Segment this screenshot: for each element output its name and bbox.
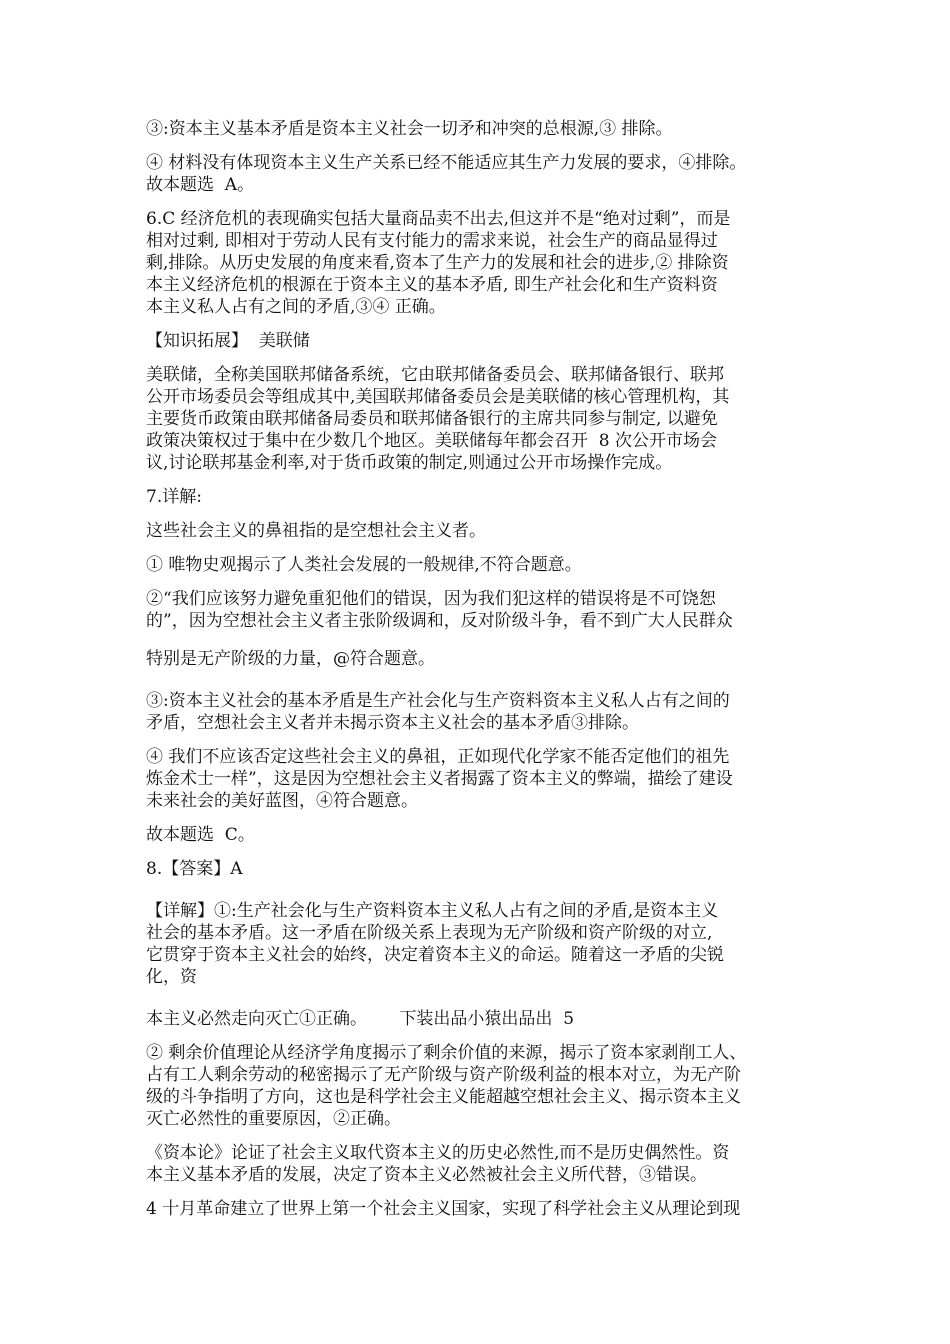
text-line: 相对过剩, 即相对于劳动人民有支付能力的需求来说，社会生产的商品显得过	[146, 231, 718, 251]
text-line: 本主义经济危机的根源在于资本主义的基本矛盾, 即生产社会化和生产资料资	[146, 275, 718, 295]
text-line: 【知识拓展】 美联储	[146, 331, 310, 351]
text-line: 7.详解:	[146, 487, 202, 507]
text-line: 未来社会的美好蓝图，④符合题意。	[146, 791, 418, 811]
knowledge-extension-heading	[146, 330, 818, 352]
text-line: 议,讨论联邦基金利率,对于货币政策的制定,则通过公开市场操作完成。	[146, 453, 673, 473]
text-line: 故本题选 A。	[146, 175, 255, 195]
paragraph-3-analysis	[146, 118, 818, 140]
text-line: 特别是无产阶级的力量，@符合题意。	[146, 649, 435, 669]
text-line: 故本题选 C。	[146, 825, 255, 845]
answer-8-heading	[146, 858, 818, 880]
text-line: 政策决策权过于集中在少数几个地区。美联储每年都会召开 8 次公开市场会	[146, 431, 718, 451]
document-page	[146, 118, 818, 1232]
paragraph-4-analysis	[146, 152, 818, 196]
text-line: 它贯穿于资本主义社会的始终，决定着资本主义的命运。随着这一矛盾的尖锐	[146, 945, 724, 965]
text-line: 8.【答案】A	[146, 859, 243, 879]
answer-8-detail-cont	[146, 1008, 818, 1030]
text-line: 【详解】①:生产社会化与生产资料资本主义私人占有之间的矛盾,是资本主义	[146, 901, 719, 921]
answer-7-point-2-cont	[146, 648, 818, 670]
text-line: ④ 材料没有体现资本主义生产关系已经不能适应其生产力发展的要求，④排除。	[146, 153, 747, 173]
answer-8-point-2	[146, 1042, 818, 1130]
answer-7-heading	[146, 486, 818, 508]
text-line: ③:资本主义社会的基本矛盾是生产社会化与生产资料资本主义私人占有之间的	[146, 691, 730, 711]
answer-7-point-2	[146, 588, 818, 632]
text-line: 社会的基本矛盾。这一矛盾在阶级关系上表现为无产阶级和资产阶级的对立,	[146, 923, 713, 943]
text-line: 公开市场委员会等组成其中,美国联邦储备委员会是美联储的核心管理机构，其	[146, 387, 730, 407]
answer-7-point-4	[146, 746, 818, 812]
text-line: 《资本论》论证了社会主义取代资本主义的历史必然性,而不是历史偶然性。资	[146, 1143, 730, 1163]
text-line: 剩,排除。从历史发展的角度来看,资本了生产力的发展和社会的进步,② 排除资	[146, 253, 729, 273]
answer-8-point-4	[146, 1198, 818, 1220]
text-line: ③:资本主义基本矛盾是资本主义社会一切矛和冲突的总根源,③ 排除。	[146, 119, 673, 139]
text-line: 占有工人剩余劳动的秘密揭示了无产阶级与资产阶级利益的根本对立，为无产阶	[146, 1065, 741, 1085]
answer-7-intro	[146, 520, 818, 542]
text-line: ②“我们应该努力避免重犯他们的错误，因为我们犯这样的错误将是不可饶恕	[146, 589, 716, 609]
text-line: ① 唯物史观揭示了人类社会发展的一般规律,不符合题意。	[146, 555, 582, 575]
text-line: 本主义私人占有之间的矛盾,③④ 正确。	[146, 297, 446, 317]
text-line: 的”，因为空想社会主义者主张阶级调和，反对阶级斗争，看不到广大人民群众	[146, 611, 733, 631]
text-line: 主要货币政策由联邦储备局委员和联邦储备银行的主席共同参与制定, 以避免	[146, 409, 718, 429]
text-line: 灭亡必然性的重要原因，②正确。	[146, 1109, 401, 1129]
answer-7-conclusion	[146, 824, 818, 846]
answer-7-point-3	[146, 690, 818, 734]
text-line: 炼金术士一样”，这是因为空想社会主义者揭露了资本主义的弊端，描绘了建设	[146, 769, 733, 789]
text-line: 本主义必然走向灭亡①正确。 下装出品小猿出品出 5	[146, 1009, 575, 1029]
text-line: 4 十月革命建立了世界上第一个社会主义国家，实现了科学社会主义从理论到现	[146, 1199, 741, 1219]
text-line: ② 剩余价值理论从经济学角度揭示了剩余价值的来源，揭示了资本家剥削工人、	[146, 1043, 747, 1063]
answer-6-explanation	[146, 208, 818, 318]
answer-8-point-3	[146, 1142, 818, 1186]
text-line: ④ 我们不应该否定这些社会主义的鼻祖，正如现代化学家不能否定他们的祖先	[146, 747, 730, 767]
text-line: 美联储，全称美国联邦储备系统，它由联邦储备委员会、联邦储备银行、联邦	[146, 365, 724, 385]
text-line: 这些社会主义的鼻祖指的是空想社会主义者。	[146, 521, 486, 541]
knowledge-extension-body	[146, 364, 818, 474]
text-line: 本主义基本矛盾的发展，决定了资本主义必然被社会主义所代替，③错误。	[146, 1165, 707, 1185]
text-line: 级的斗争指明了方向，这也是科学社会主义能超越空想社会主义、揭示资本主义	[146, 1087, 741, 1107]
text-line: 6.C 经济危机的表现确实包括大量商品卖不出去,但这并不是“绝对过剩”，而是	[146, 209, 731, 229]
answer-7-point-1	[146, 554, 818, 576]
text-line: 矛盾，空想社会主义者并未揭示资本主义社会的基本矛盾③排除。	[146, 713, 639, 733]
text-line: 化，资	[146, 967, 197, 987]
answer-8-detail	[146, 900, 818, 988]
